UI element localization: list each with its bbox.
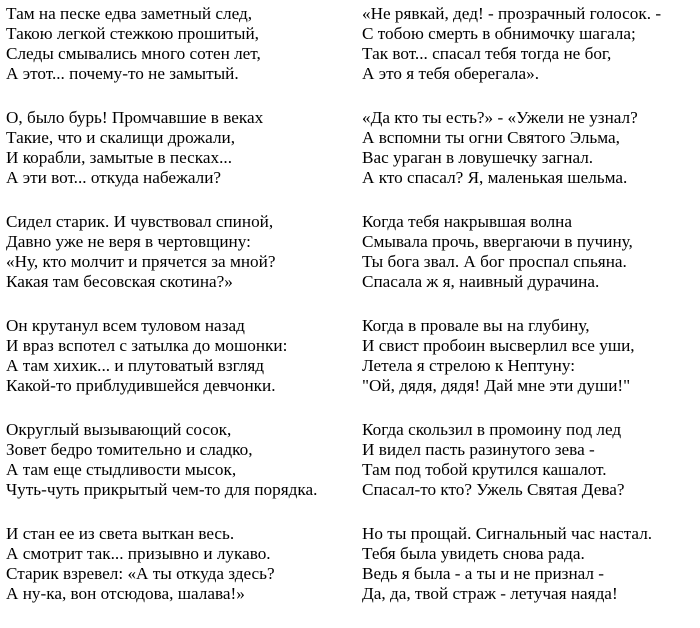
stanza: [362, 4, 696, 84]
poem-line: О, было бурь! Промчавшие в веках: [6, 108, 264, 127]
stanza: [6, 524, 356, 604]
poem-line: Старик взревел: «А ты откуда здесь?: [6, 564, 275, 583]
poem-line: Он крутанул всем туловом назад: [6, 316, 245, 335]
stanza: [362, 420, 696, 500]
poem-line: И корабли, замытые в песках...: [6, 148, 233, 167]
poem-line: А там хихик... и плутоватый взгляд: [6, 356, 265, 375]
poem-line: "Ой, дядя, дядя! Дай мне эти души!": [362, 376, 631, 395]
poem-line: Ты бога звал. А бог проспал спьяна.: [362, 252, 627, 271]
poem-line: И видел пасть разинутого зева -: [362, 440, 595, 459]
poem-line: Так вот... спасал тебя тогда не бог,: [362, 44, 612, 63]
poem-line: А этот... почему-то не замытый.: [6, 64, 239, 83]
stanza: [6, 212, 356, 292]
stanza: [6, 4, 356, 84]
poem-line: Когда скользил в промоину под лед: [362, 420, 622, 439]
poem-line: Вас ураган в ловушечку загнал.: [362, 148, 594, 167]
poem-line: Какая там бесовская скотина?»: [6, 272, 233, 291]
poem-line: Когда тебя накрывшая волна: [362, 212, 572, 231]
poem-line: Там под тобой крутился кашалот.: [362, 460, 607, 479]
poem-line: А эти вот... откуда набежали?: [6, 168, 222, 187]
poem-line: Округлый вызывающий сосок,: [6, 420, 232, 439]
stanza: [362, 524, 696, 604]
stanza: [362, 108, 696, 188]
poem-line: Такою легкой стежкою прошитый,: [6, 24, 259, 43]
poem-line: Сидел старик. И чувствовал спиной,: [6, 212, 274, 231]
poem-line: А смотрит так... призывно и лукаво.: [6, 544, 271, 563]
poem-line: Тебя была увидеть снова рада.: [362, 544, 585, 563]
stanza: [6, 108, 356, 188]
poem-line: Давно уже не веря в чертовщину:: [6, 232, 251, 251]
poem-line: «Да кто ты есть?» - «Ужели не узнал?: [362, 108, 638, 127]
poem-column-left: [6, 4, 356, 628]
poem-line: И враз вспотел с затылка до мошонки:: [6, 336, 288, 355]
poem-line: «Не рявкай, дед! - прозрачный голосок. -: [362, 4, 662, 23]
poem-line: Смывала прочь, ввергаючи в пучину,: [362, 232, 633, 251]
poem-line: А вспомни ты огни Святого Эльма,: [362, 128, 620, 147]
stanza: [362, 212, 696, 292]
poem-line: Следы смывались много сотен лет,: [6, 44, 261, 63]
poem-line: Когда в провале вы на глубину,: [362, 316, 590, 335]
stanza: [362, 316, 696, 396]
poem-line: Ведь я была - а ты и не признал -: [362, 564, 605, 583]
poem-line: А там еще стыдливости мысок,: [6, 460, 237, 479]
poem-line: А это я тебя оберегала».: [362, 64, 540, 83]
poem-line: Чуть-чуть прикрытый чем-то для порядка.: [6, 480, 318, 499]
poem-line: Какой-то приблудившейся девчонки.: [6, 376, 276, 395]
poem-line: Спасал-то кто? Ужель Святая Дева?: [362, 480, 625, 499]
poem-line: А ну-ка, вон отсюдова, шалава!»: [6, 584, 245, 603]
poem-line: Летела я стрелою к Нептуну:: [362, 356, 575, 375]
poem-line: И свист пробоин высверлил все уши,: [362, 336, 635, 355]
poem-line: Там на песке едва заметный след,: [6, 4, 253, 23]
poem-line: И стан ее из света выткан весь.: [6, 524, 235, 543]
poem-line: Зовет бедро томительно и сладко,: [6, 440, 253, 459]
stanza: [6, 316, 356, 396]
poem-line: Спасала ж я, наивный дурачина.: [362, 272, 600, 291]
poem-column-right: [362, 4, 696, 628]
poem-line: С тобою смерть в обнимочку шагала;: [362, 24, 636, 43]
poem-line: Такие, что и скалищи дрожали,: [6, 128, 236, 147]
poem-line: Да, да, твой страж - летучая наяда!: [362, 584, 618, 603]
poem-line: «Ну, кто молчит и прячется за мной?: [6, 252, 276, 271]
stanza: [6, 420, 356, 500]
poem-line: Но ты прощай. Сигнальный час настал.: [362, 524, 653, 543]
poem-line: А кто спасал? Я, маленькая шельма.: [362, 168, 628, 187]
